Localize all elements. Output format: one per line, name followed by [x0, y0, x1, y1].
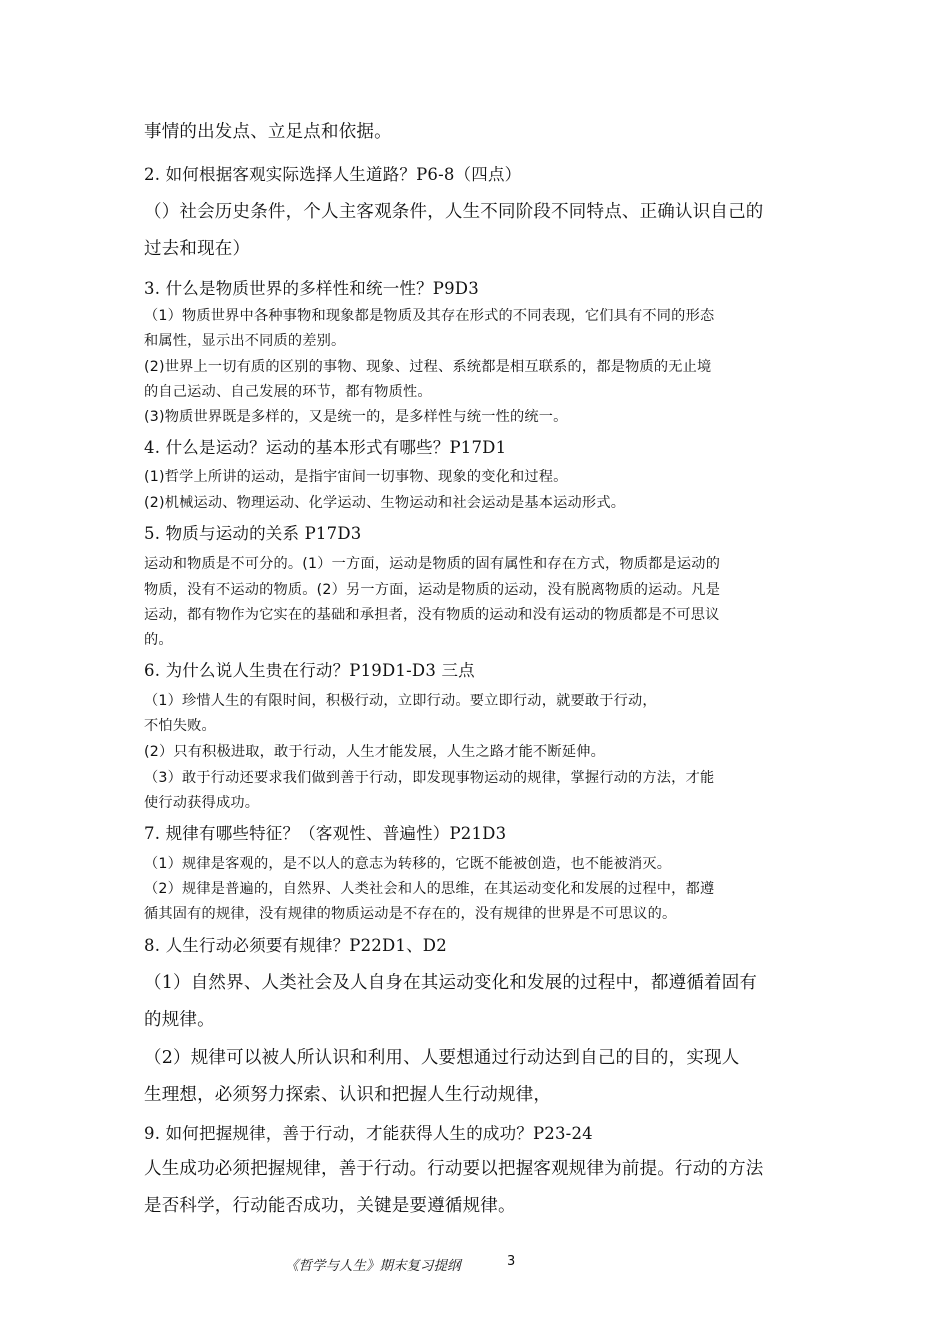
text-line: 使行动获得成功。	[144, 795, 260, 811]
text-line: 是否科学，行动能否成功，关键是要遵循规律。	[144, 1196, 516, 1216]
question-heading: 4. 什么是运动？运动的基本形式有哪些？P17D1	[144, 438, 507, 457]
question-heading: 9. 如何把握规律，善于行动，才能获得人生的成功？P23-24	[144, 1124, 593, 1143]
text-line: （1）自然界、人类社会及人自身在其运动变化和发展的过程中，都遵循着固有	[144, 973, 758, 993]
text-line: 生理想，必须努力探索、认识和把握人生行动规律，	[144, 1085, 552, 1105]
text-line: 运动和物质是不可分的。(1）一方面，运动是物质的固有属性和存在方式，物质都是运动的	[144, 556, 721, 572]
text-line: 物质，没有不运动的物质。(2）另一方面，运动是物质的运动，没有脱离物质的运动。凡是	[144, 582, 721, 598]
footer-title: 《哲学与人生》期末复习提纲	[285, 1258, 461, 1274]
text-line: (2)机械运动、物理运动、化学运动、生物运动和社会运动是基本运动形式。	[144, 495, 626, 511]
text-line: 的规律。	[144, 1010, 215, 1030]
text-line: (1)哲学上所讲的运动，是指宇宙间一切事物、现象的变化和过程。	[144, 469, 568, 485]
question-heading: 7. 规律有哪些特征？（客观性、普遍性）P21D3	[144, 824, 507, 843]
text-line: 不怕失败。	[144, 718, 216, 734]
text-line: （2）规律可以被人所认识和利用、人要想通过行动达到自己的目的，实现人	[144, 1048, 740, 1068]
text-line: 的自己运动、自己发展的环节，都有物质性。	[144, 384, 432, 400]
text-line: (3)物质世界既是多样的，又是统一的，是多样性与统一性的统一。	[144, 409, 568, 425]
text-line: 和属性，显示出不同质的差别。	[144, 333, 346, 349]
text-line: 事情的出发点、立足点和依据。	[144, 122, 392, 142]
text-line: 人生成功必须把握规律，善于行动。行动要以把握客观规律为前提。行动的方法	[144, 1159, 764, 1179]
question-heading: 5. 物质与运动的关系 P17D3	[144, 524, 362, 543]
text-line: （2）规律是普遍的，自然界、人类社会和人的思维，在其运动变化和发展的过程中，都遵	[144, 881, 715, 897]
text-line: （1）规律是客观的，是不以人的意志为转移的，它既不能被创造，也不能被消灭。	[144, 856, 672, 872]
text-line: （1）珍惜人生的有限时间，积极行动，立即行动。要立即行动，就要敢于行动，	[144, 693, 657, 709]
text-line: 运动，都有物作为它实在的基础和承担者，没有物质的运动和没有运动的物质都是不可思议	[144, 607, 720, 623]
text-line: （3）敢于行动还要求我们做到善于行动，即发现事物运动的规律，掌握行动的方法，才能	[144, 770, 715, 786]
text-line: 循其固有的规律，没有规律的物质运动是不存在的，没有规律的世界是不可思议的。	[144, 906, 677, 922]
text-line: 过去和现在）	[144, 239, 251, 259]
text-line: 的。	[144, 632, 173, 648]
text-line: (2）只有积极进取，敢于行动，人生才能发展，人生之路才能不断延伸。	[144, 744, 605, 760]
question-heading: 8. 人生行动必须要有规律？P22D1、D2	[144, 936, 447, 955]
text-line: (2)世界上一切有质的区别的事物、现象、过程、系统都是相互联系的，都是物质的无止境	[144, 359, 712, 375]
page-number: 3	[507, 1254, 516, 1269]
question-heading: 2. 如何根据客观实际选择人生道路？P6-8（四点）	[144, 165, 522, 184]
text-line: （1）物质世界中各种事物和现象都是物质及其存在形式的不同表现，它们具有不同的形态	[144, 308, 715, 324]
text-line: （）社会历史条件，个人主客观条件，人生不同阶段不同特点、正确认识自己的	[144, 202, 764, 222]
question-heading: 3. 什么是物质世界的多样性和统一性？P9D3	[144, 279, 479, 298]
question-heading: 6. 为什么说人生贵在行动？P19D1-D3 三点	[144, 661, 475, 680]
